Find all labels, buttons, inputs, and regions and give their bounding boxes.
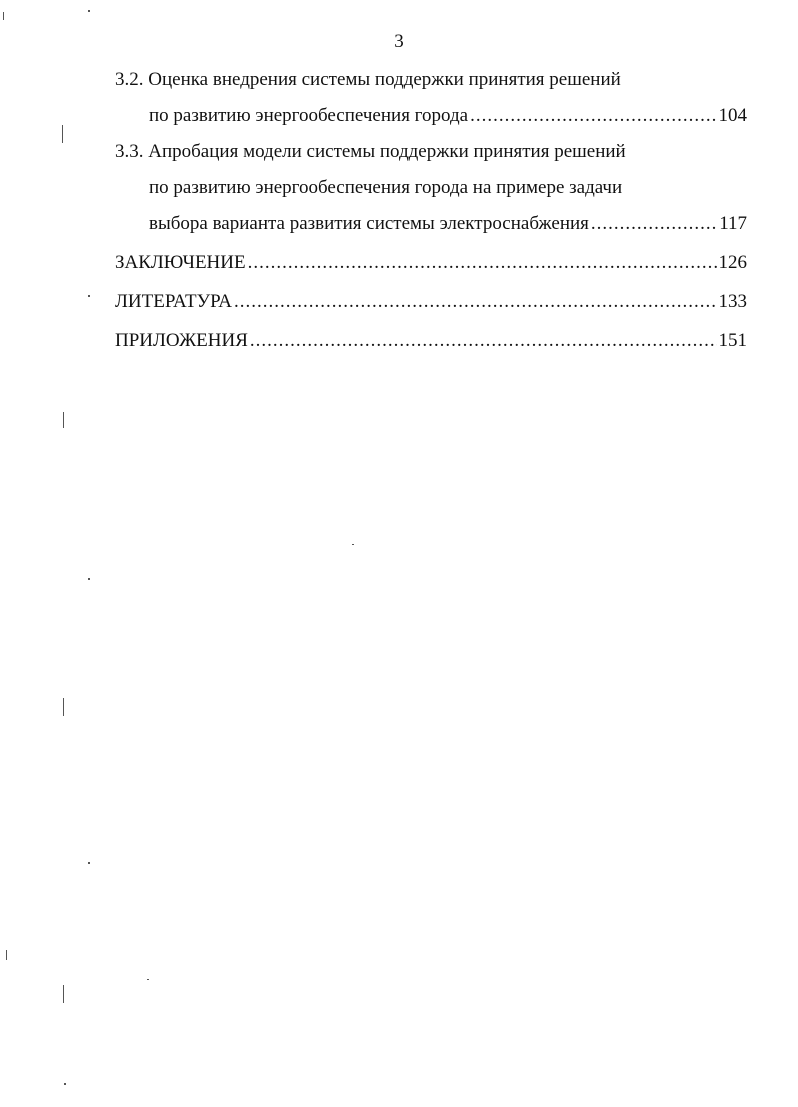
toc-entry-line: по развитию энергообеспечения города на примере задачи bbox=[149, 177, 623, 198]
scan-artifact bbox=[88, 862, 90, 864]
toc-entry-page: 126 bbox=[718, 252, 747, 273]
toc-entry-line bbox=[115, 62, 747, 98]
toc-entry-last-line bbox=[115, 323, 747, 359]
scan-artifact bbox=[88, 295, 90, 297]
dot-leader bbox=[234, 284, 717, 320]
toc-entry-last-line bbox=[115, 284, 747, 320]
scan-artifact bbox=[88, 578, 90, 580]
scan-artifact bbox=[62, 125, 63, 143]
toc-entry-3-3 bbox=[115, 134, 747, 242]
toc-entry-line bbox=[115, 134, 747, 170]
dot-leader bbox=[591, 206, 717, 242]
dot-leader bbox=[248, 245, 717, 281]
toc-entry-page: 151 bbox=[718, 330, 747, 351]
toc-entry-appendices bbox=[115, 323, 747, 359]
toc-entry-title: Апробация модели системы поддержки принятия решений bbox=[148, 141, 626, 162]
toc-entry-title: ПРИЛОЖЕНИЯ bbox=[115, 330, 248, 351]
page-number: 3 bbox=[394, 31, 404, 52]
toc-entry-3-2 bbox=[115, 62, 747, 134]
toc-entry-number: 3.3. bbox=[115, 141, 144, 162]
toc-entry-title-end: выбора варианта развития системы электроснабжения bbox=[149, 213, 589, 234]
dot-leader bbox=[470, 98, 716, 134]
toc-entry-title-end: по развитию энергообеспечения города bbox=[149, 105, 469, 126]
toc-entry-conclusion bbox=[115, 245, 747, 281]
toc-entry-references bbox=[115, 284, 747, 320]
toc-entry-last-line bbox=[115, 245, 747, 281]
dot-leader bbox=[250, 323, 717, 359]
scan-artifact bbox=[63, 412, 64, 428]
toc-entry-page: 133 bbox=[718, 291, 747, 312]
toc-entry-title: ЗАКЛЮЧЕНИЕ bbox=[115, 252, 246, 273]
toc-entry-page: 104 bbox=[718, 105, 747, 126]
scan-artifact bbox=[64, 1083, 66, 1085]
toc-entry-title: ЛИТЕРАТУРА bbox=[115, 291, 232, 312]
toc-entry-last-line bbox=[115, 98, 747, 134]
toc-entry-number: 3.2. bbox=[115, 69, 144, 90]
scan-artifact bbox=[147, 979, 149, 980]
scan-artifact bbox=[3, 12, 4, 20]
scan-artifact bbox=[6, 950, 7, 960]
toc-entry-title: Оценка внедрения системы поддержки принятия решений bbox=[148, 69, 621, 90]
toc-entry-page: 117 bbox=[719, 213, 747, 234]
scan-artifact bbox=[63, 985, 64, 1003]
table-of-contents bbox=[115, 62, 747, 359]
scan-artifact bbox=[352, 544, 354, 545]
scan-artifact bbox=[63, 698, 64, 716]
toc-entry-last-line bbox=[115, 206, 747, 242]
scan-artifact bbox=[88, 10, 90, 12]
